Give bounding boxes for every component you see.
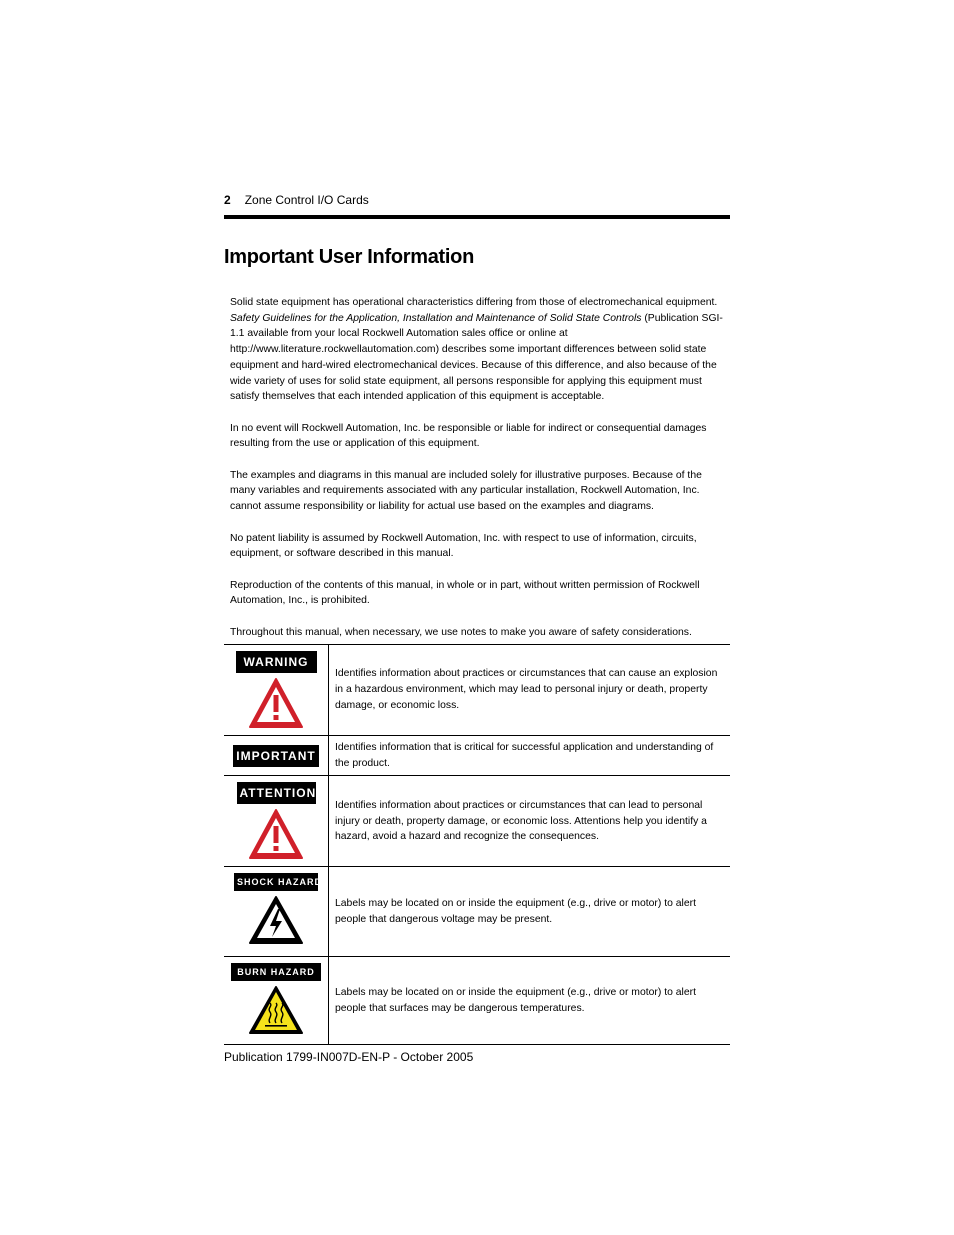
note-description: Labels may be located on or inside the equipment (e.g., drive or motor) to alert people that dangerous voltage may be present. [329, 867, 731, 957]
important-badge: IMPORTANT [233, 745, 319, 767]
note-description: Identifies information about practices or circumstances that can cause an explosion in a hazardous environment, which may lead to personal injury or death, property damage, or economic loss. [329, 645, 731, 736]
safety-notes-table [224, 644, 730, 1045]
paragraph-liability: In no event will Rockwell Automation, Inc. be responsible or liable for indirect or consequential damages resulting from the use or application of this equipment. [230, 422, 707, 450]
note-label-cell [224, 867, 329, 957]
note-label-cell [224, 957, 329, 1045]
note-description: Labels may be located on or inside the equipment (e.g., drive or motor) to alert people that surfaces may be dangerous temperatures. [329, 957, 731, 1045]
paragraph-reproduction: Reproduction of the contents of this manual, in whole or in part, without written permission of Rockwell Automation, Inc., is prohibited. [230, 579, 700, 607]
lightning-triangle-icon [248, 895, 304, 945]
exclamation-triangle-icon [248, 808, 304, 860]
note-description: Identifies information that is critical for successful application and understanding of the product. [329, 736, 731, 776]
paragraph-notes-intro: Throughout this manual, when necessary, we use notes to make you aware of safety considerations. [230, 626, 692, 638]
exclamation-triangle-icon [248, 677, 304, 729]
shock-hazard-badge: SHOCK HAZARD [234, 873, 318, 891]
header-rule [224, 215, 730, 219]
publication-footer: Publication 1799-IN007D-EN-P - October 2005 [224, 1050, 474, 1064]
section-title: Zone Control I/O Cards [244, 193, 369, 207]
note-row-attention [224, 776, 730, 867]
paragraph-safety-guidelines [230, 295, 724, 405]
note-label-cell [224, 776, 329, 867]
attention-badge: ATTENTION [237, 782, 316, 804]
warning-badge: WARNING [236, 651, 317, 673]
paragraph-text: Solid state equipment has operational characteristics differing from those of electromechanical equipment. [230, 297, 718, 308]
page-header [224, 192, 730, 208]
page-title: Important User Information [224, 246, 474, 268]
paragraph-patent: No patent liability is assumed by Rockwell Automation, Inc. with respect to use of information, circuits, equipment, or software described in this manual. [230, 532, 697, 560]
note-row-important [224, 736, 730, 776]
note-row-burn-hazard [224, 957, 730, 1045]
paragraph-text: (Publication SGI-1.1 available from your local Rockwell Automation sales office or online at http://www.literature.rockwellautomation.com) describes some important differences between solid state equipment and hard-wired electromechanical devices. Because of this difference, and also because of the wide variety of uses for solid state equipment, all persons responsible for applying this equipment must satisfy themselves that each intended application of this equipment is acceptable. [230, 312, 723, 403]
burn-hazard-badge: BURN HAZARD [231, 963, 321, 981]
body-text [230, 295, 724, 640]
note-row-warning [224, 645, 730, 736]
paragraph-examples: The examples and diagrams in this manual are included solely for illustrative purposes. Because of the many variables and requirements associated with any particular installation, Rockwell Automation, Inc. cannot assume responsibility or liability for actual use based on the examples and diagrams. [230, 469, 702, 513]
publication-title: Safety Guidelines for the Application, Installation and Maintenance of Solid State Controls [230, 312, 642, 324]
page-number: 2 [224, 193, 231, 207]
note-row-shock-hazard [224, 867, 730, 957]
note-label-cell [224, 645, 329, 736]
note-description: Identifies information about practices or circumstances that can lead to personal injury or death, property damage, or economic loss. Attentions help you identify a hazard, avoid a hazard and recognize the consequences. [329, 776, 731, 867]
note-label-cell [224, 736, 329, 776]
heat-triangle-icon [248, 985, 304, 1035]
